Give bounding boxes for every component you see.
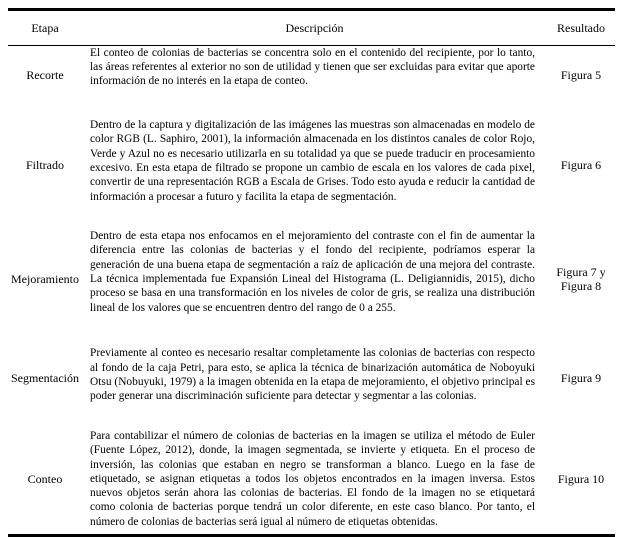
cell-descripcion [82,226,547,332]
table-row [8,332,615,424]
cell-etapa: Recorte [26,67,64,82]
header-resultado: Resultado [547,10,615,46]
cell-resultado: Figura 5 [560,68,602,82]
cell-descripcion [82,46,547,105]
cell-etapa: Mejoramiento [11,271,79,286]
table-row [8,424,615,536]
table-row [8,104,615,226]
table-row [8,226,615,332]
table-header-row [8,10,615,46]
cell-descripcion [82,424,547,536]
cell-etapa: Conteo [27,471,63,486]
cell-resultado: Figura 6 [560,158,602,172]
description-text: Previamente al conteo es necesario resaltar completamente las colonias de bacterias con respecto al fondo de la caja Petri, para esto, se aplica la técnica de binarización automática de Noboyuki Otsu (Nobuyuki, 1979) a la imagen obtenida en la etapa de mejoramiento, el objetivo principal es poder generar una discriminación suficiente para detectar y segmentar a las colonias. [90,347,535,403]
cell-descripcion [82,104,547,226]
cell-descripcion [82,332,547,424]
header-descripcion: Descripción [82,10,547,46]
cell-resultado: Figura 9 [560,371,602,385]
cell-resultado: Figura 7 y Figura 8 [556,265,606,293]
header-etapa: Etapa [8,10,82,46]
table-row [8,46,615,105]
cell-resultado: Figura 10 [557,472,605,486]
cell-etapa: Filtrado [26,157,64,172]
stages-table [8,8,615,537]
description-text: Para contabilizar el número de colonias de bacterias en la imagen se utiliza el método de Euler (Fuente López, 2012), donde, la imagen segmentada, se invierte y etiqueta. En el proceso de inversión, las colonias que estaban en negro se transforman a blanco. Luego en la fase de etiquetado, se asignan etiquetas a todos los objetos encontrados en la imagen inversa. Estos nuevos objetos serán ahora las colonias de bacterias. El fondo de la imagen no se etiquetará como colonia de bacterias porque tendrá un color diferente, en este caso blanco. Por tanto, el número de colonias de bacterias será igual al número de etiquetas obtenidas. [90,429,535,528]
description-text: El conteo de colonias de bacterias se concentra solo en el contenido del recipiente, por lo tanto, las áreas referentes al exterior no son de utilidad y tienen que ser excluidas para evitar que aporte información de no interés en la etapa de conteo. [90,46,535,88]
cell-etapa: Segmentación [11,370,79,385]
description-text: Dentro de esta etapa nos enfocamos en el mejoramiento del contraste con el fin de aumentar la diferencia entre las colonias de bacterias y el fondo del recipiente, podríamos esperar la generación de una buena etapa de segmentación a raíz de aplicación de una mejora del contraste. La técnica implementada fue Expansión Lineal del Histograma (L. Deligiannidis, 2015), dicho proceso se basa en una transformación en los niveles de color de gris, se realiza una distribución lineal de los valores que se encuentren dentro del rango de 0 a 255. [90,230,535,314]
description-text: Dentro de la captura y digitalización de las imágenes las muestras son almacenadas en modelo de color RGB (L. Saphiro, 2001), la información almacenada en los distintos canales de color Rojo, Verde y Azul no es necesario utilizarla en su totalidad ya que se puede traducir en procesamiento excesivo. En esta etapa de filtrado se propone un cambio de escala en los valores de cada pixel, convertir de una representación RGB a Escala de Grises. Todo esto ayuda e reducir la cantidad de información a procesar a futuro y facilita la etapa de segmentación. [90,119,535,203]
